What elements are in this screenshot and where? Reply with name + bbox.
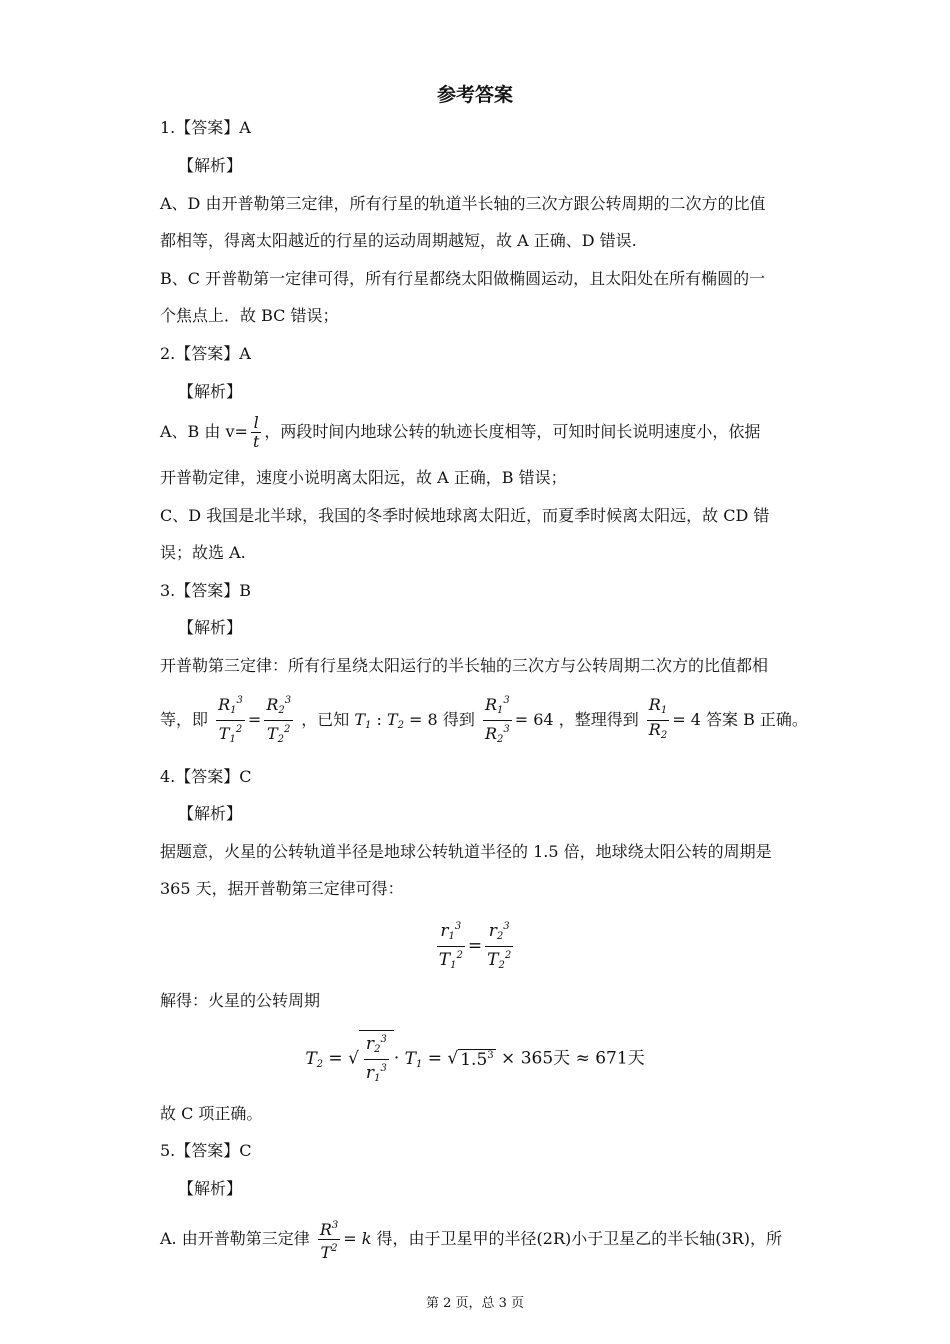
v-formula-fraction: $\frac{l}{t}$ xyxy=(252,413,260,451)
ratio-r1-t1: $\frac{R_1^3}{T_1^2}$ xyxy=(216,692,245,749)
page-footer: 第 2 页，总 3 页 xyxy=(425,1296,525,1311)
q5-paragraph-1: A. 由开普勒第三定律 $\frac{R^3}{T^2}$ = k 得，由于卫星甲的半径(2R)小于卫星乙的半长轴(3R)，所 xyxy=(160,1216,782,1262)
q4-paragraph-3: 故 C 项正确。 xyxy=(160,1104,263,1123)
q1-paragraph-4: 个焦点上．故 BC 错误； xyxy=(160,306,339,325)
q2-paragraph-4: 误；故选 A. xyxy=(160,543,246,562)
q4-paragraph-2: 365 天，据开普勒第三定律可得： xyxy=(160,879,404,898)
ratio-r2-t2: $\frac{R_2^3}{T_2^2}$ xyxy=(264,692,293,749)
q1-paragraph-3: B、C 开普勒第一定律可得，所有行星都绕太阳做椭圆运动，且太阳处在所有椭圆的一 xyxy=(160,269,766,288)
q5-analysis-label: 【解析】 xyxy=(178,1179,243,1198)
q3-equation-line: 等，即 $\frac{R_1^3}{T_1^2}$ = $\frac{R_2^3}{T_2^2}$ ，已知 $T_1$ : $T_2 = 8$ 得到 $\frac{R_1^3}{R_2^3}$ = 64 ，整理得到 $\frac{R_1}{R_2}$ = 4 答案 B 正确。 xyxy=(160,692,808,750)
q4-solve-line: 解得：火星的公转周期 xyxy=(160,991,321,1010)
q3-paragraph-1: 开普勒第三定律：所有行星绕太阳运行的半长轴的三次方与公转周期二次方的比值都相 xyxy=(160,656,769,675)
period-equation: $T_2$ = √ $\frac{r_2^3}{r_1^3}$ · $T_1$ = √ $1.5^3 \times 365$天 ≈ 671天 xyxy=(0,1030,950,1088)
q2-paragraph-1: A、B 由 v= $\frac{l}{t}$ ，两段时间内地球公转的轨迹长度相等，可知时间长说明速度小，依据 xyxy=(160,413,761,451)
q1-answer: 1.【答案】A xyxy=(160,118,251,137)
q1-paragraph-1: A、D 由开普勒第三定律，所有行星的轨道半长轴的三次方跟公转周期的二次方的比值 xyxy=(160,194,766,213)
page-title: 参考答案 xyxy=(436,84,513,106)
q3-analysis-label: 【解析】 xyxy=(178,618,243,637)
q2-paragraph-3: C、D 我国是北半球，我国的冬季时候地球离太阳近，而夏季时候离太阳远，故 CD 错 xyxy=(160,506,770,525)
q2-answer: 2.【答案】A xyxy=(160,344,251,363)
q4-analysis-label: 【解析】 xyxy=(178,804,243,823)
q1-analysis-label: 【解析】 xyxy=(178,156,243,175)
q2-paragraph-2: 开普勒定律，速度小说明离太阳远，故 A 正确，B 错误； xyxy=(160,468,567,487)
kepler-equation: $\frac{r_1^3}{T_1^2}$ = $\frac{r_2^3}{T_2^2}$ xyxy=(0,918,950,975)
q1-paragraph-2: 都相等，得离太阳越近的行星的运动周期越短，故 A 正确、D 错误. xyxy=(160,231,637,250)
ratio-r1-r2: $\frac{R_1}{R_2}$ xyxy=(648,695,668,741)
ratio-r1-r2-cubed: $\frac{R_1^3}{R_2^3}$ xyxy=(483,692,512,749)
q3-answer: 3.【答案】B xyxy=(160,581,252,600)
q4-paragraph-1: 据题意，火星的公转轨道半径是地球公转轨道半径的 1.5 倍，地球绕太阳公转的周期是 xyxy=(160,842,772,861)
q4-answer: 4.【答案】C xyxy=(160,767,252,786)
q2-analysis-label: 【解析】 xyxy=(178,382,243,401)
q5-answer: 5.【答案】C xyxy=(160,1141,252,1160)
kepler-third-law-fraction: $\frac{R^3}{T^2}$ xyxy=(318,1217,340,1262)
